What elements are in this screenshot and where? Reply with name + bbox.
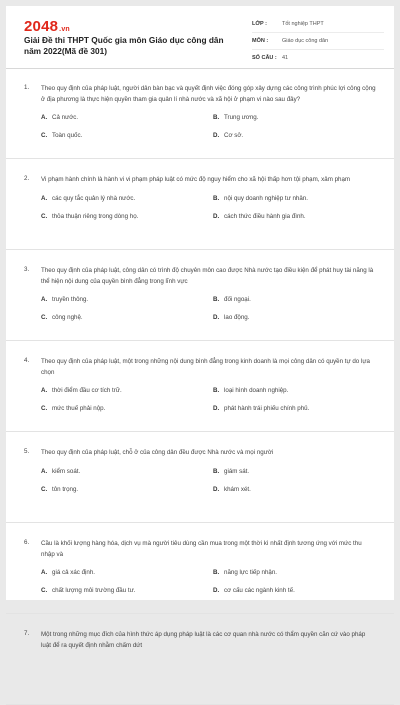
answer-option[interactable]: [213, 314, 385, 321]
answer-option[interactable]: [41, 296, 213, 303]
option-key: D.: [213, 485, 220, 493]
option-text: Trung ương.: [224, 114, 259, 122]
option-text: mức thuế phải nộp.: [52, 405, 106, 413]
question-number: 3.: [24, 266, 30, 273]
option-text: Cả nước.: [52, 114, 79, 122]
question-number: 1.: [24, 84, 30, 91]
exam-sheet: [6, 6, 394, 649]
option-key: C.: [41, 587, 48, 595]
question-item: [6, 159, 394, 250]
answer-option[interactable]: [213, 569, 385, 576]
option-key: A.: [41, 114, 48, 122]
answer-option[interactable]: [213, 296, 385, 303]
option-text: Toàn quốc.: [52, 132, 83, 140]
question-number: 6.: [24, 539, 30, 546]
question-item: [6, 250, 394, 341]
option-text: lao động.: [224, 314, 250, 322]
answer-option[interactable]: [213, 387, 385, 394]
option-text: loại hình doanh nghiệp.: [224, 387, 289, 395]
site-logo[interactable]: [24, 18, 70, 35]
question-item: [6, 68, 394, 159]
question-head: [24, 539, 376, 560]
question-text: Một trong những mục đích của hình thức áp dụng pháp luật là các cơ quan nhà nước có thẩm quyền căn cứ vào pháp luật để ra quyết định nhằm chấm dứt: [41, 631, 366, 649]
question-item: [6, 341, 394, 432]
meta-key: MÔN :: [252, 38, 269, 44]
option-text: khám xét.: [224, 485, 251, 493]
exam-meta-table: [252, 16, 384, 66]
meta-row-grade: [252, 16, 384, 33]
option-text: cơ cấu các ngành kinh tế.: [224, 587, 295, 595]
option-key: A.: [41, 194, 48, 202]
option-key: D.: [213, 587, 220, 595]
option-key: B.: [213, 114, 220, 122]
option-key: B.: [213, 194, 220, 202]
option-key: D.: [213, 212, 220, 220]
question-item: [6, 432, 394, 523]
option-text: giá cả xác định.: [52, 569, 95, 577]
page-header: [6, 6, 394, 69]
answer-option[interactable]: [41, 314, 213, 321]
option-text: tôn trọng.: [52, 485, 79, 493]
option-key: B.: [213, 467, 220, 475]
option-key: A.: [41, 296, 48, 304]
option-key: A.: [41, 467, 48, 475]
question-number: 4.: [24, 357, 30, 364]
answer-option[interactable]: [41, 114, 213, 121]
question-head: [24, 448, 376, 459]
option-key: C.: [41, 132, 48, 140]
question-list: [6, 68, 394, 705]
option-text: thỏa thuận riêng trong dòng họ.: [52, 212, 139, 220]
answer-option[interactable]: [41, 569, 213, 576]
option-key: C.: [41, 212, 48, 220]
answer-option[interactable]: [213, 195, 385, 202]
option-text: phát hành trái phiếu chính phủ.: [224, 405, 310, 413]
question-text: Vi phạm hành chính là hành vi vi phạm pháp luật có mức độ nguy hiểm cho xã hội thấp hơn tội phạm, xâm phạm: [41, 176, 351, 183]
answer-option[interactable]: [41, 486, 213, 493]
option-text: giám sát.: [224, 467, 250, 475]
meta-value: Tốt nghiệp THPT: [282, 21, 324, 27]
question-head: [24, 84, 376, 105]
answer-option[interactable]: [213, 587, 385, 594]
option-text: Cơ sở.: [224, 132, 244, 140]
answer-options: [41, 468, 376, 493]
answer-option[interactable]: [41, 195, 213, 202]
option-key: D.: [213, 314, 220, 322]
answer-option[interactable]: [213, 213, 385, 220]
meta-key: LỚP :: [252, 21, 267, 27]
meta-row-subject: [252, 33, 384, 50]
question-head: [24, 630, 376, 651]
option-key: C.: [41, 485, 48, 493]
option-key: B.: [213, 569, 220, 577]
option-text: thời điểm đầu cơ tích trữ.: [52, 387, 122, 395]
option-key: D.: [213, 405, 220, 413]
question-text: Theo quy định của pháp luật, chỗ ở của công dân đều được Nhà nước và mọi người: [41, 449, 274, 456]
answer-option[interactable]: [213, 486, 385, 493]
answer-option[interactable]: [213, 468, 385, 475]
answer-option[interactable]: [41, 213, 213, 220]
answer-option[interactable]: [41, 387, 213, 394]
meta-value: Giáo dục công dân: [282, 38, 329, 44]
option-key: C.: [41, 314, 48, 322]
option-key: C.: [41, 405, 48, 413]
question-item: [6, 614, 394, 705]
logo-suffix: .vn: [59, 26, 70, 33]
option-text: kiểm soát.: [52, 467, 81, 475]
answer-option[interactable]: [41, 405, 213, 412]
meta-key: SỐ CÂU :: [252, 55, 277, 61]
option-text: nội quy doanh nghiệp tư nhân.: [224, 194, 308, 202]
question-text: Theo quy định của pháp luật, người dân bàn bạc và quyết định việc đóng góp xây dựng các công trình phúc lợi công cộng ở địa phương là thực hiện quyền tham gia quản lí nhà nước và xã hội ở phạm vi nào sau đây?: [41, 85, 376, 103]
answer-options: [41, 296, 376, 321]
question-head: [24, 175, 376, 186]
option-text: đối ngoại.: [224, 296, 251, 304]
answer-option[interactable]: [213, 114, 385, 121]
question-head: [24, 266, 376, 287]
option-text: chất lượng môi trường đầu tư.: [52, 587, 136, 595]
question-number: 2.: [24, 175, 30, 182]
option-text: cách thức điều hành gia đình.: [224, 212, 306, 220]
option-key: D.: [213, 132, 220, 140]
question-text: Cầu là khối lượng hàng hóa, dịch vụ mà người tiêu dùng cần mua trong một thời kì nhất định tương ứng với mức thu nhập và: [41, 540, 362, 558]
option-text: công nghệ.: [52, 314, 83, 322]
option-text: các quy tắc quản lý nhà nước.: [52, 194, 136, 202]
meta-row-question-count: [252, 50, 384, 66]
option-key: A.: [41, 387, 48, 395]
question-item: [6, 523, 394, 614]
option-text: truyền thông.: [52, 296, 89, 304]
question-number: 7.: [24, 630, 30, 637]
answer-option[interactable]: [213, 132, 385, 139]
option-text: năng lực tiếp nhận.: [224, 569, 277, 577]
answer-options: [41, 195, 376, 220]
option-key: B.: [213, 296, 220, 304]
question-text: Theo quy định của pháp luật, một trong những nội dung bình đẳng trong kinh doanh là mọi công dân có quyền tự do lựa chọn: [41, 358, 370, 376]
answer-options: [41, 569, 376, 594]
question-number: 5.: [24, 448, 30, 455]
answer-option[interactable]: [41, 587, 213, 594]
answer-option[interactable]: [213, 405, 385, 412]
option-key: B.: [213, 387, 220, 395]
question-text: Theo quy định của pháp luật, công dân có trình độ chuyên môn cao được Nhà nước tạo điều kiện để phát huy tài năng là thể hiện nội dung của quyền bình đẳng trong lĩnh vực: [41, 267, 374, 285]
meta-value: 41: [282, 55, 289, 61]
page-title: Giải Đề thi THPT Quốc gia môn Giáo dục công dân năm 2022(Mã đề 301): [24, 35, 224, 56]
logo-text: 2048: [24, 18, 59, 35]
answer-options: [41, 114, 376, 139]
question-head: [24, 357, 376, 378]
option-key: A.: [41, 569, 48, 577]
answer-option[interactable]: [41, 132, 213, 139]
answer-option[interactable]: [41, 468, 213, 475]
answer-options: [41, 387, 376, 412]
